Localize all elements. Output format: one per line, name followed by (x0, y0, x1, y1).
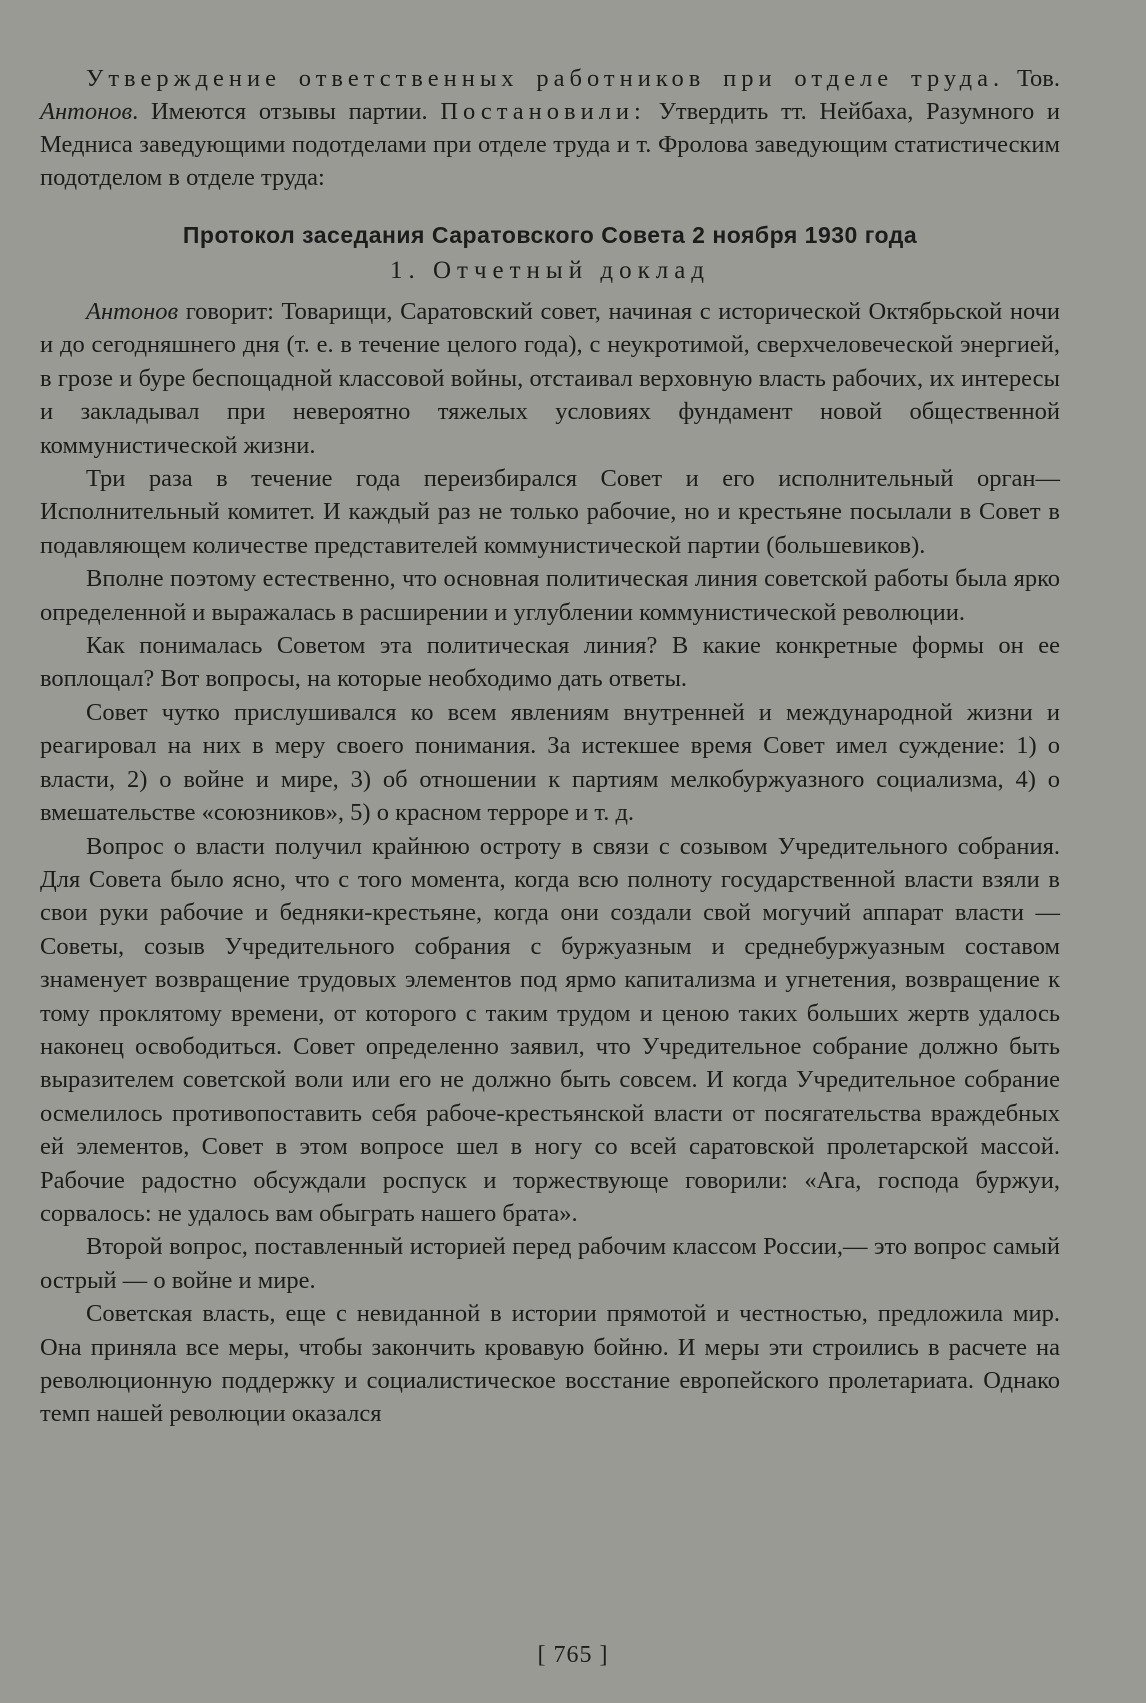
paragraph-5: Совет чутко прислушивался ко всем явлениям внутренней и международной жизни и реагировал на них в меру своего понимания. За истекшее время Совет имел суждение: 1) о власти, 2) о войне и мире, 3) об отношении к партиям мелкобуржуазного социализма, 4) о вмешательстве «союзников», 5) о красном терроре и т. д. (40, 698, 1060, 827)
paragraph-1 (40, 295, 1060, 462)
intro-text2: Утвердить тт. Нейбаха, Разумного и Медниса заведующими подотделами при отделе труда и т. Фролова заведующим статистическим подотделом в отделе труда: (40, 98, 1061, 191)
paragraph-7: Второй вопрос, поставленный историей перед рабочим классом России,— это вопрос самый острый — о войне и мире. (40, 1233, 1060, 1294)
paragraph-1-speaker: Антонов (86, 298, 179, 325)
paragraph-4: Как понималась Советом эта политическая линия? В какие конкретные формы он ее воплощал? Вот вопросы, на которые необходимо дать ответы. (40, 632, 1060, 693)
paragraph-1-text: говорит: Товарищи, Саратовский совет, начиная с исторической Октябрьской ночи и до сегодняшнего дня (т. е. в течение целого года), с неукротимой, сверхчеловеческой энергией, в грозе и буре беспощадной классовой войны, отстаивал верховную власть рабочих, их интересы и закладывал при невероятно тяжелых условиях фундамент новой общественной коммунистической жизни. (40, 298, 1061, 459)
page-number: [ 765 ] (537, 1642, 609, 1668)
paragraph-8: Советская власть, еще с невиданной в истории прямотой и честностью, предложила мир. Она приняла все меры, чтобы закончить кровавую бойню. И меры эти строились в расчете на революционную поддержку и социалистическое восстание европейского пролетариата. Однако темп нашей революции оказался (40, 1300, 1060, 1428)
intro-decided: Постановили: (440, 98, 646, 125)
intro-speaker: Антонов (40, 98, 133, 125)
section-subheading: 1. Отчетный доклад (389, 257, 711, 284)
protocol-heading: Протокол заседания Саратовского Совета 2 ноября 1930 года (182, 222, 918, 248)
intro-paragraph (40, 62, 1060, 194)
intro-text1: . Имеются отзывы партии. (132, 98, 428, 125)
paragraph-3: Вполне поэтому естественно, что основная политическая линия советской работы была ярко определенной и выражалась в расширении и углублении коммунистической революции. (40, 565, 1060, 626)
paragraph-6: Вопрос о власти получил крайнюю остроту в связи с созывом Учредительного собрания. Для Совета было ясно, что с того момента, когда всю полноту государственной власти взяли в свои руки рабочие и бедняки-крестьяне, когда они создали свой могучий аппарат власти — Советы, созыв Учредительного собрания с буржуазным и среднебуржуазным составом знаменует возвращение трудовых элементов под ярмо капитализма и угнетения, возвращение к тому проклятому времени, от которого с таким трудом и ценою таких больших жертв удалось наконец освободиться. Совет определенно заявил, что Учредительное собрание должно быть выразителем советской воли или его не должно быть совсем. И когда Учредительное собрание осмелилось противопоставить себя рабоче-крестьянской власти от посягательства враждебных ей элементов, Совет в этом вопросе шел в ногу со всей саратовской пролетарской массой. Рабочие радостно обсуждали роспуск и торжествующе говорили: «Ага, господа буржуи, сорвалось: не удалось вам обыграть нашего брата». (40, 832, 1060, 1227)
intro-tov: Тов. (1016, 65, 1061, 92)
paragraph-2: Три раза в течение года переизбирался Совет и его исполнительный орган— Исполнительный комитет. И каждый раз не только рабочие, но и крестьяне посылали в Совет в подавляющем количестве представителей коммунистической партии (большевиков). (40, 465, 1060, 559)
intro-lead: Утверждение ответственных работников при отделе труда. (86, 65, 1005, 92)
